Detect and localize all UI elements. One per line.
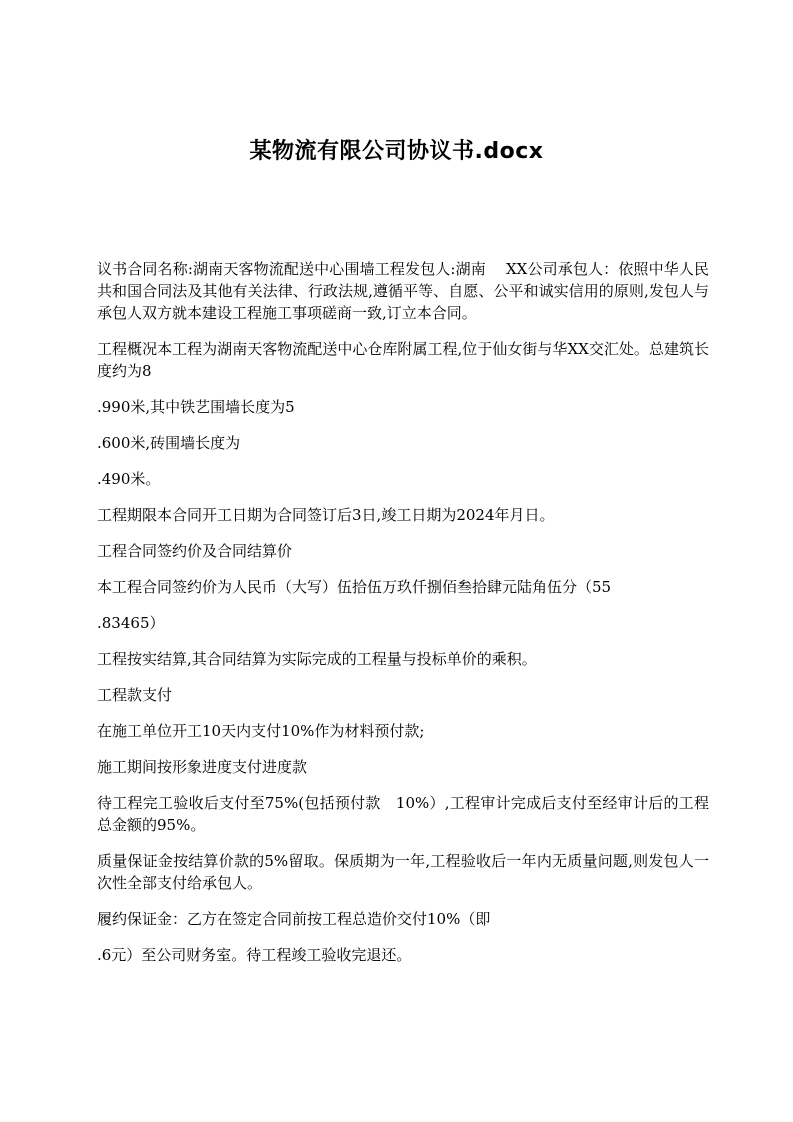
- paragraph-completion-payment: 待工程完工验收后支付至75%(包括预付款 10%）,工程审计完成后支付至经审计后的工程总金额的95%。: [97, 794, 709, 834]
- paragraph-progress-payment: 施工期间按形象进度支付进度款: [97, 758, 308, 776]
- paragraph-settlement: 工程按实结算,其合同结算为实际完成的工程量与投标单价的乘积。: [97, 650, 537, 668]
- paragraph-price-figure: .83465）: [97, 614, 165, 632]
- document-title: 某物流有限公司协议书.docx: [249, 139, 544, 164]
- paragraph-iron-fence-length: .990米,其中铁艺围墙长度为5: [97, 398, 295, 416]
- paragraph-quality-deposit: 质量保证金按结算价款的5%留取。保质期为一年,工程验收后一年内无质量问题,则发包人一次性全部支付给承包人。: [97, 852, 709, 892]
- paragraph-contract-price: 本工程合同签约价为人民币（大写）伍拾伍万玖仟捌佰叁拾肆元陆角伍分（55: [97, 578, 612, 596]
- paragraph-bond-return: .6元）至公司财务室。待工程竣工验收完退还。: [97, 946, 412, 964]
- paragraph-project-overview: 工程概况本工程为湖南天客物流配送中心仓库附属工程,位于仙女街与华XX交汇处。总建筑长度约为8: [97, 340, 709, 380]
- paragraph-project-schedule: 工程期限本合同开工日期为合同签订后3日,竣工日期为2024年月日。: [97, 506, 555, 524]
- paragraph-payment-heading: 工程款支付: [97, 686, 173, 704]
- paragraph-price-heading: 工程合同签约价及合同结算价: [97, 542, 293, 560]
- paragraph-length-remainder: .490米。: [97, 470, 161, 488]
- paragraph-brick-wall-length: .600米,砖围墙长度为: [97, 434, 241, 452]
- document-body: [97, 258, 709, 980]
- paragraph-performance-bond: 履约保证金：乙方在签定合同前按工程总造价交付10%（即: [97, 910, 491, 928]
- paragraph-advance-payment: 在施工单位开工10天内支付10%作为材料预付款;: [97, 722, 425, 740]
- paragraph-contract-intro: 议书合同名称:湖南天客物流配送中心围墙工程发包人:湖南 XX公司承包人：依照中华人民共和国合同法及其他有关法律、行政法规,遵循平等、自愿、公平和诚实信用的原则,发包人与承包人双方就本建设工程施工事项磋商一致,订立本合同。: [97, 260, 709, 322]
